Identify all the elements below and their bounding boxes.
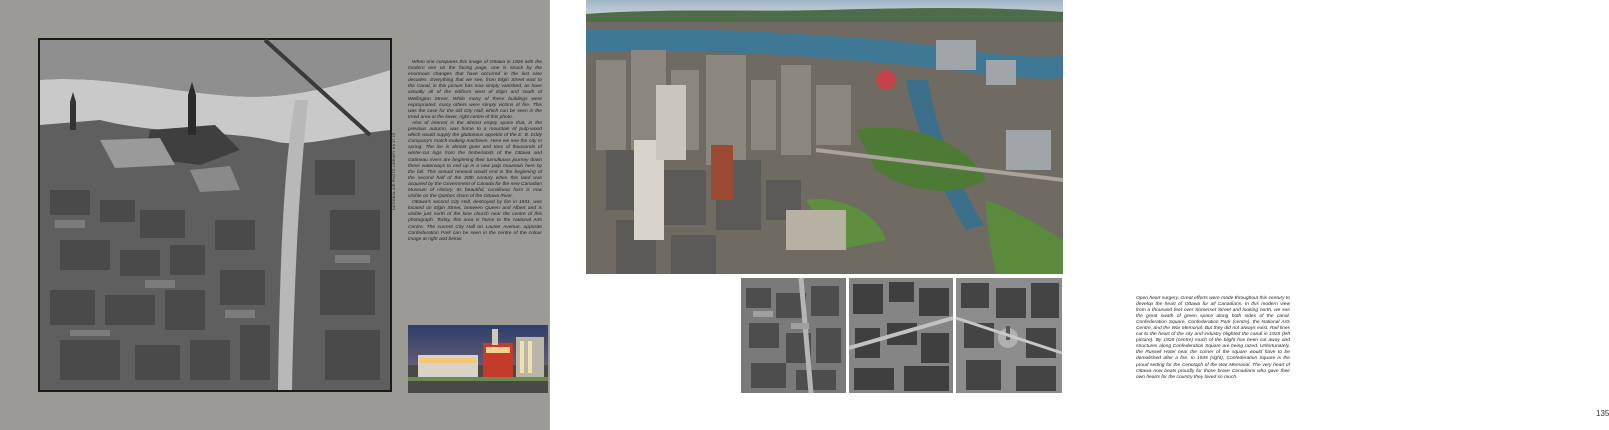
city-hall-photo	[408, 325, 548, 393]
left-paragraph-2: Also of interest is the almost empty space that, in the previous autumn, was home to a mountain of pulp-wood which would supply the gluttonous appetite of the E. B. Eddy Company's match-making machines. Here we see the city in spring. The ice is almost gone and tens of thousands of winter-cut logs from the timberlands of the Ottawa and Gatineau rivers are beginning their tumultuous journey down these waterways to end up in a new pulp mountain here by the fall. This annual renewal would end in the beginning of the second half of the 20th century when this land was acquired by the Government of Canada for the new Canadian Museum of History. Its beautiful, curvilinear form is now visible on the Quebec shore of the Ottawa River.	[408, 120, 542, 200]
thumbnail-1925	[741, 278, 846, 393]
left-paragraph-1: When one compares this image of Ottawa in 1926 with the modern one on the facing page, one is struck by the enormous changes that have occurred in the last nine decades. Everything that we see, from Elgin Street east to the Canal, in this picture has now simply vanished, as have virtually all of the edifices west of Elgin and south of Wellington Street. While many of these buildings were expropriated, many others were simply victims of fire. This was the case for the old City Hall, which can be seen in the treed area at the lower, right centre of this photo.	[408, 60, 542, 120]
thumbnail-1928	[849, 278, 953, 393]
thumbnail-1925-image	[741, 278, 846, 393]
thumbnail-1945-image	[956, 278, 1062, 393]
photo-credit: NATIONAL AIR PHOTO LIBRARY HA 17-15	[392, 132, 396, 210]
right-page	[550, 0, 1609, 430]
right-caption: Open heart surgery. Great efforts were made throughout this century to develop the heart of Ottawa for all Canadians. In this modern view from a thousand feet over Somerset Street and looking north, we see the great swath of green space along both sides of the canal, Confederation Square, Confederation Park (centre), the National Arts Centre, and the War Memorial. But they did not always exist. Rail lines cut to the heart of the city and industry blighted the canal in 1925 (left picture). By 1928 (centre) much of the blight has been cut away and structures along Confederation Square are being razed. Unfortunately, the Russell Hotel near the corner of the square would have to be demolished after a fire. In 1945 (right), Confederation Square is the proud setting for the Cenotaph of the War Memorial. The very heart of Ottawa now beats proudly for those brave Canadians who gave their own hearts for the country they loved so much.	[1136, 296, 1290, 380]
left-paragraph-3: Ottawa's second City Hall, destroyed by fire in 1931, was located on Elgin Street, between Queen and Albert and is visible just north of the lone church near the centre of this photograph. Today, this area is home to the National Arts Centre. The current City Hall on Laurier Avenue, opposite Confederation Park can be seen in the centre of the colour image at right and below.	[408, 200, 542, 242]
left-body-text	[408, 60, 542, 243]
modern-aerial-photo	[586, 0, 1063, 274]
thumbnail-1928-image	[849, 278, 953, 393]
city-hall-photo-image	[408, 325, 548, 393]
modern-aerial-photo-image	[586, 0, 1063, 274]
aerial-photo-1926	[38, 38, 392, 392]
aerial-photo-1926-image	[40, 40, 390, 390]
page-number: 135	[1596, 409, 1609, 418]
thumbnail-1945	[956, 278, 1062, 393]
left-page	[0, 0, 550, 430]
